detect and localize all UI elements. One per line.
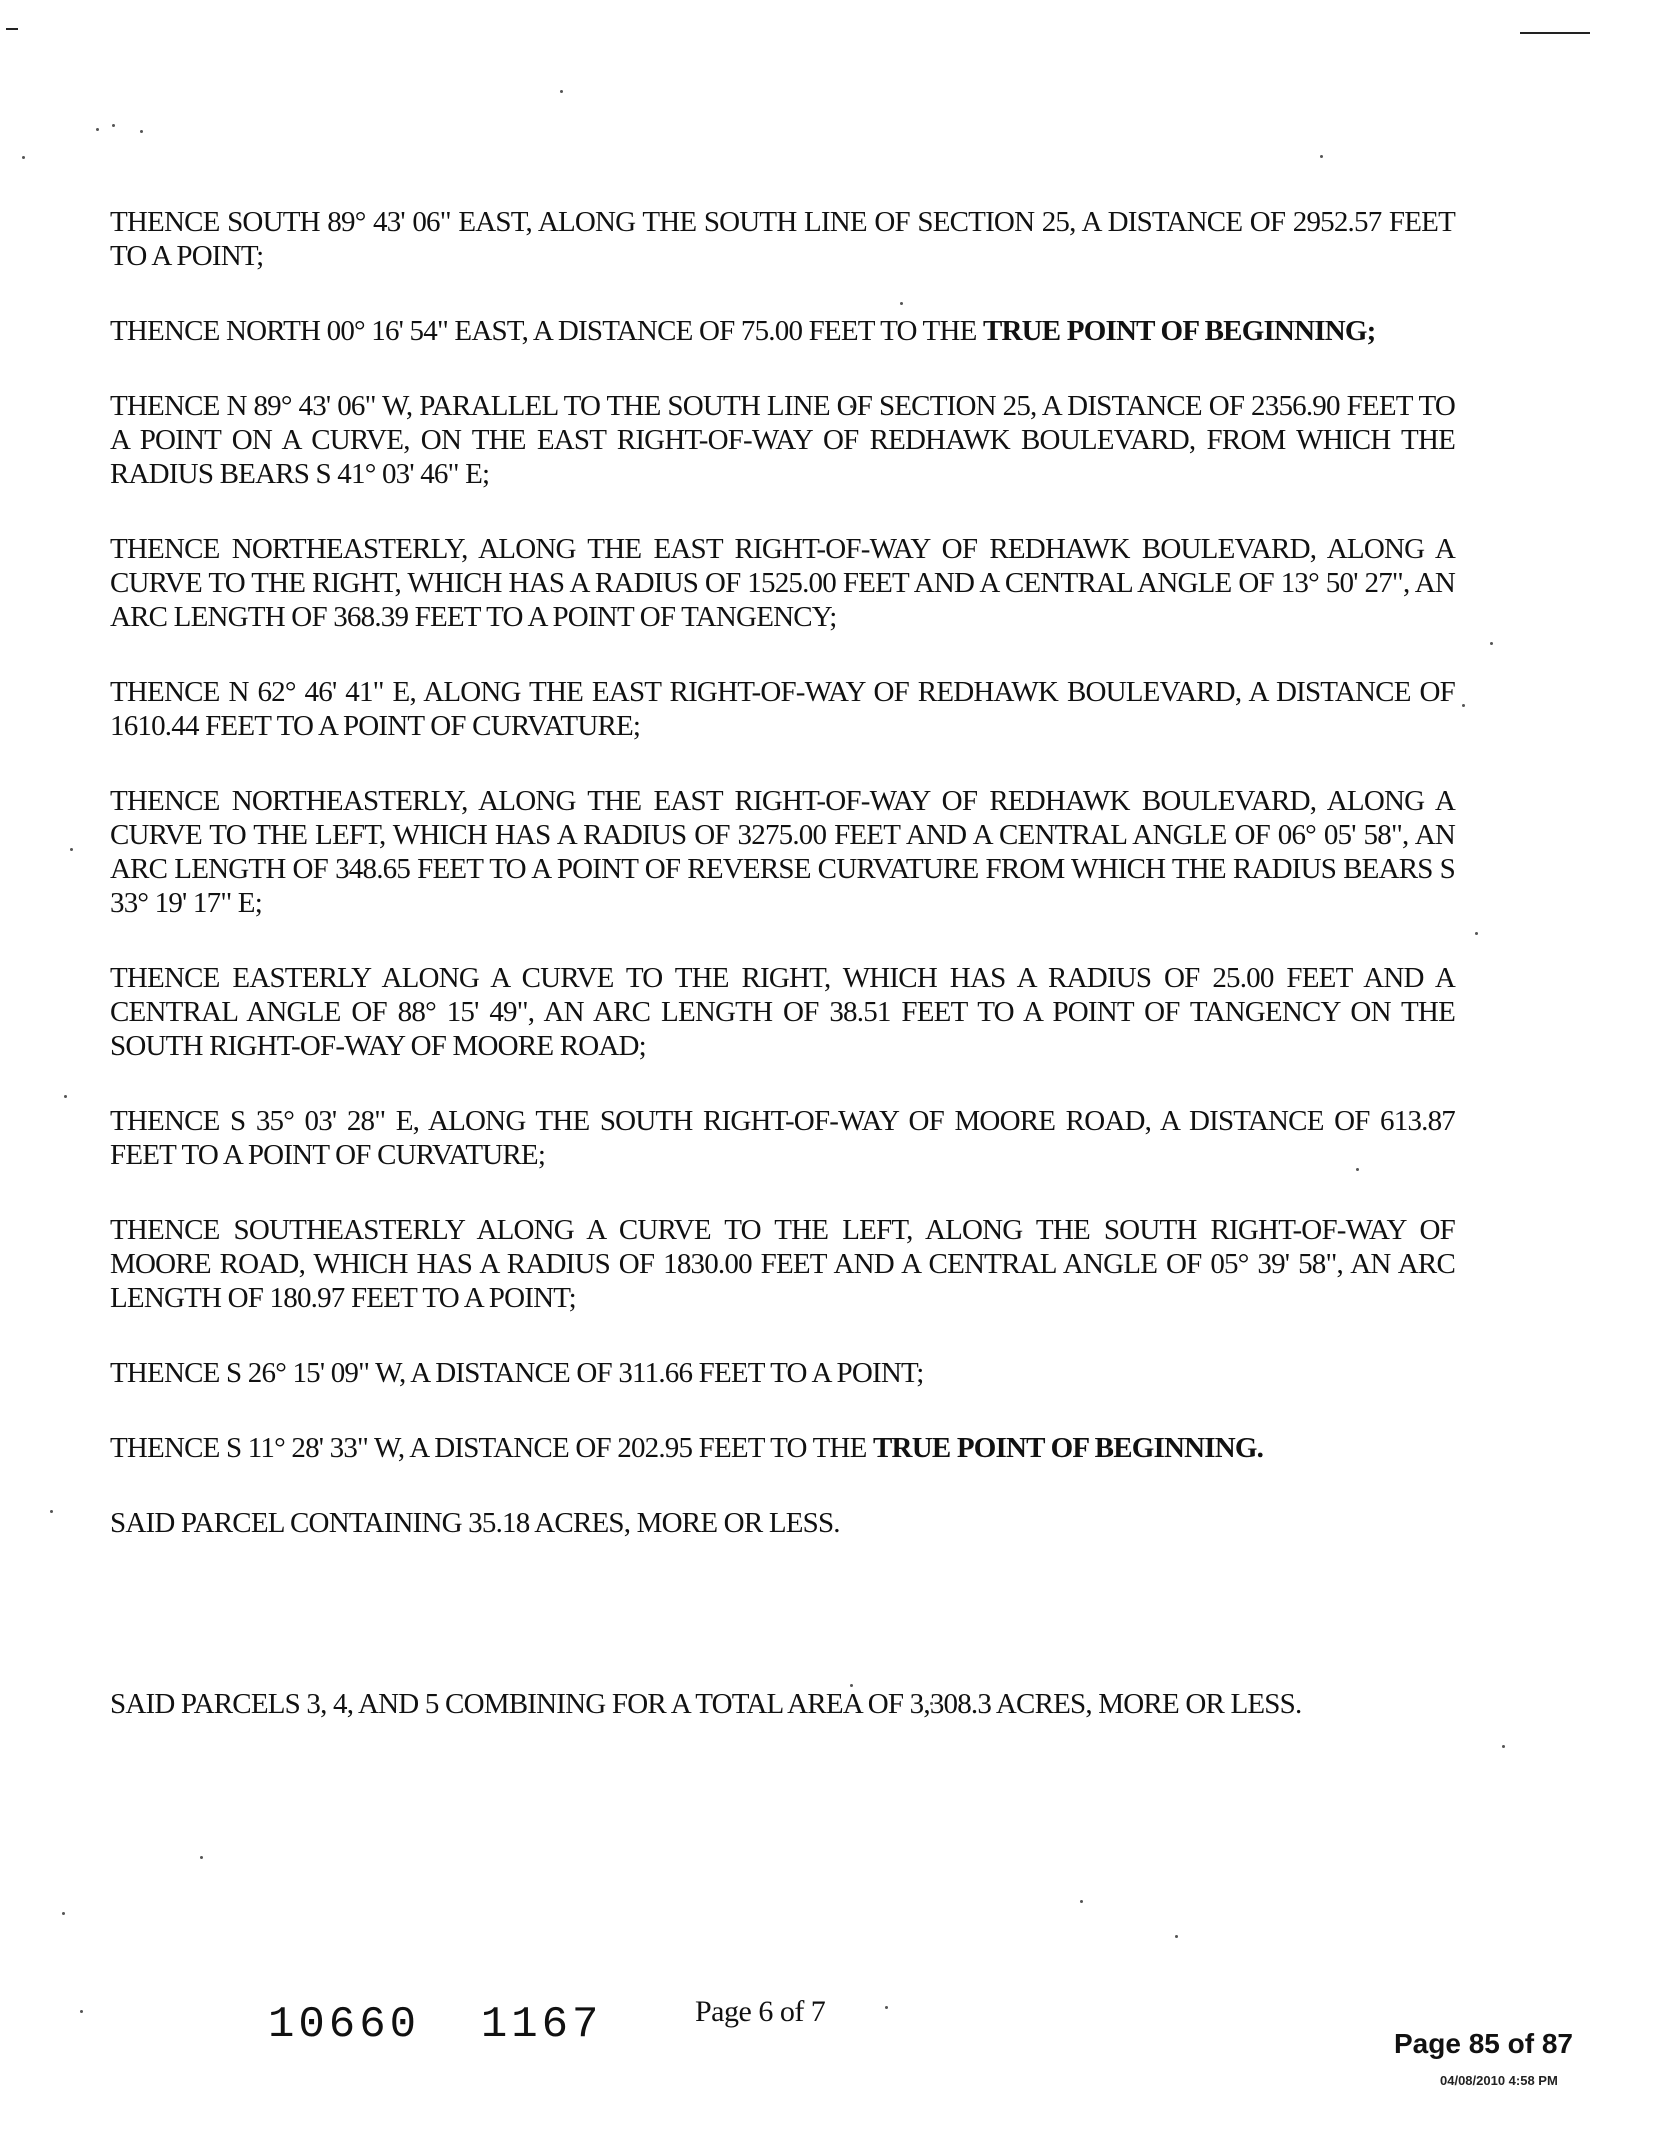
filing-page-number: Page 85 of 87 (1394, 2028, 1573, 2059)
scan-speck (885, 2006, 888, 2009)
paragraph-bold-text: TRUE POINT OF BEGINNING; (982, 315, 1376, 347)
scan-speck (1490, 642, 1493, 645)
scan-speck (22, 156, 25, 159)
legal-paragraph (110, 1506, 1455, 1540)
paragraph-text: THENCE NORTH 00° 16' 54" EAST, A DISTANCE OF 75.00 FEET TO THE (110, 315, 983, 347)
document-page-number: Page 6 of 7 (695, 1995, 826, 2028)
legal-paragraph (110, 205, 1455, 273)
scan-speck (140, 130, 143, 133)
legal-paragraph (110, 784, 1455, 920)
scan-speck (1475, 932, 1478, 935)
paragraph-text: THENCE N 89° 43' 06" W, PARALLEL TO THE SOUTH LINE OF SECTION 25, A DISTANCE OF 2356.90 FEET TO A POINT ON A CURVE, ON THE EAST RIGHT-OF-WAY OF REDHAWK BOULEVARD, FROM WHICH THE RADIUS BEARS S 41° 03' 46" E; (110, 390, 1455, 490)
spacer (110, 1581, 1455, 1687)
paragraph-text: SAID PARCEL CONTAINING 35.18 ACRES, MORE OR LESS. (110, 1507, 840, 1539)
paragraph-text: THENCE NORTHEASTERLY, ALONG THE EAST RIGHT-OF-WAY OF REDHAWK BOULEVARD, ALONG A CURVE TO THE LEFT, WHICH HAS A RADIUS OF 3275.00 FEET AND A CENTRAL ANGLE OF 06° 05' 58", AN ARC LENGTH OF 348.65 FEET TO A POINT OF REVERSE CURVATURE FROM WHICH THE RADIUS BEARS S 33° 19' 17" E; (110, 785, 1455, 919)
scan-mark (6, 28, 18, 30)
legal-paragraph (110, 675, 1455, 743)
scan-speck (1175, 1935, 1178, 1938)
scan-speck (1462, 704, 1465, 707)
paragraph-text: THENCE S 35° 03' 28" E, ALONG THE SOUTH RIGHT-OF-WAY OF MOORE ROAD, A DISTANCE OF 613.87 FEET TO A POINT OF CURVATURE; (110, 1105, 1455, 1171)
scan-speck (560, 90, 563, 93)
scan-speck (64, 1095, 67, 1098)
filing-timestamp: 04/08/2010 4:58 PM (1440, 2073, 1558, 2088)
legal-paragraph (110, 314, 1455, 348)
legal-paragraph (110, 1356, 1455, 1390)
scan-speck (1320, 155, 1323, 158)
paragraph-text: THENCE NORTHEASTERLY, ALONG THE EAST RIGHT-OF-WAY OF REDHAWK BOULEVARD, ALONG A CURVE TO THE RIGHT, WHICH HAS A RADIUS OF 1525.00 FEET AND A CENTRAL ANGLE OF 13° 50' 27", AN ARC LENGTH OF 368.39 FEET TO A POINT OF TANGENCY; (110, 533, 1455, 633)
scan-speck (112, 124, 115, 127)
scan-speck (62, 1912, 65, 1915)
legal-paragraph (110, 1104, 1455, 1172)
legal-paragraph (110, 532, 1455, 634)
scan-speck (200, 1856, 203, 1859)
legal-paragraph (110, 961, 1455, 1063)
paragraph-text: THENCE S 26° 15' 09" W, A DISTANCE OF 311.66 FEET TO A POINT; (110, 1357, 924, 1389)
paragraph-text: THENCE EASTERLY ALONG A CURVE TO THE RIGHT, WHICH HAS A RADIUS OF 25.00 FEET AND A CENTRAL ANGLE OF 88° 15' 49", AN ARC LENGTH OF 38.51 FEET TO A POINT OF TANGENCY ON THE SOUTH RIGHT-OF-WAY OF MOORE ROAD; (110, 962, 1455, 1062)
scan-speck (70, 848, 73, 851)
paragraph-bold-text: TRUE POINT OF BEGINNING. (873, 1432, 1264, 1464)
legal-paragraph (110, 389, 1455, 491)
scan-speck (1502, 1745, 1505, 1748)
scan-speck (80, 2010, 83, 2013)
scan-speck (1080, 1900, 1083, 1903)
scan-speck (50, 1510, 53, 1513)
summary-paragraph: SAID PARCELS 3, 4, AND 5 COMBINING FOR A TOTAL AREA OF 3,308.3 ACRES, MORE OR LESS. (110, 1688, 1302, 1720)
paragraph-text: THENCE SOUTHEASTERLY ALONG A CURVE TO THE LEFT, ALONG THE SOUTH RIGHT-OF-WAY OF MOORE ROAD, WHICH HAS A RADIUS OF 1830.00 FEET AND A CENTRAL ANGLE OF 05° 39' 58", AN ARC LENGTH OF 180.97 FEET TO A POINT; (110, 1214, 1455, 1314)
legal-description (110, 205, 1455, 1762)
scan-speck (96, 128, 99, 131)
paragraph-text: THENCE N 62° 46' 41" E, ALONG THE EAST RIGHT-OF-WAY OF REDHAWK BOULEVARD, A DISTANCE OF 1610.44 FEET TO A POINT OF CURVATURE; (110, 676, 1455, 742)
paragraph-text: THENCE SOUTH 89° 43' 06" EAST, ALONG THE SOUTH LINE OF SECTION 25, A DISTANCE OF 2952.57 FEET TO A POINT; (110, 206, 1455, 272)
legal-paragraph (110, 1431, 1455, 1465)
paragraph-text: THENCE S 11° 28' 33" W, A DISTANCE OF 202.95 FEET TO THE (110, 1432, 874, 1464)
header-rule (1520, 32, 1590, 34)
legal-paragraph (110, 1213, 1455, 1315)
recording-number: 10660 1167 (268, 2000, 603, 2050)
